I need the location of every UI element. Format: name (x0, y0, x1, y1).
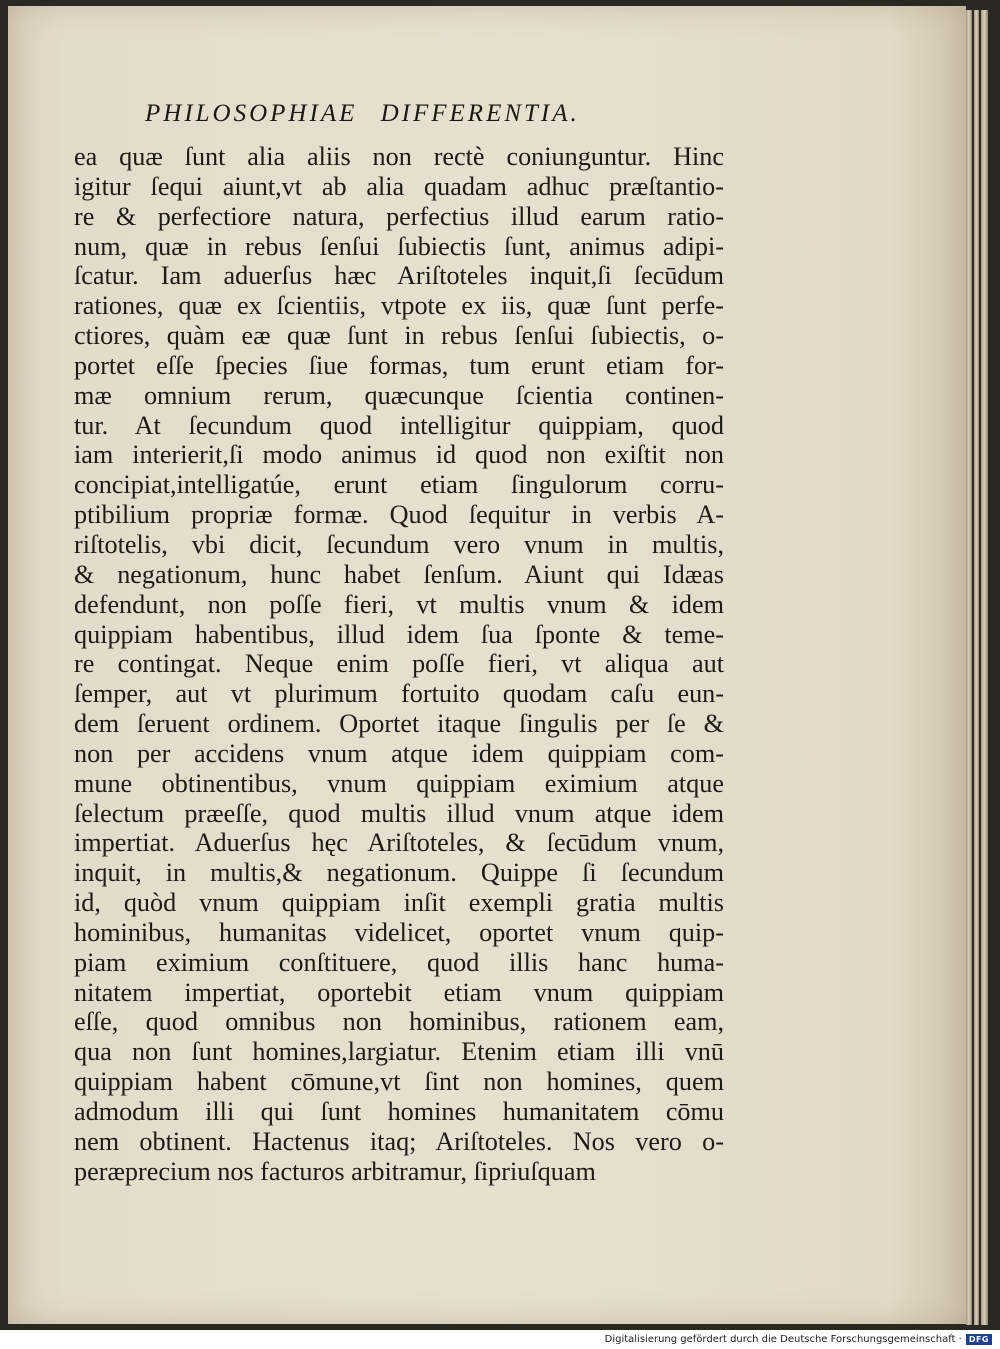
text-line: admodum illi qui ſunt homines humanitatem cōmu (74, 1097, 724, 1126)
text-line: ſelectum præeſſe, quod multis illud vnum atque idem (74, 798, 724, 828)
text-line: non per accidens vnum atque idem quippiam com- (74, 738, 724, 768)
text-line: defendunt, non poſſe fieri, vt multis vnum & idem (74, 589, 724, 619)
text-line: piam eximium conſtituere, quod illis hanc huma- (74, 947, 724, 977)
text-line: rationes, quæ ex ſcientiis, vtpote ex iis, quæ ſunt perfe- (74, 291, 724, 321)
page-edge (974, 10, 979, 1325)
text-line: riſtotelis, vbi dicit, ſecundum vero vnum in multis, (74, 529, 724, 559)
text-line: re & perfectiore natura, perfectius illud earum ratio- (74, 201, 724, 231)
running-head: PHILOSOPHIAE DIFFERENTIA. (145, 100, 580, 127)
page-edge (966, 10, 972, 1325)
text-line: num, quæ in rebus ſenſui ſubiectis ſunt, animus adipi- (74, 231, 724, 261)
text-line: & negationum, hunc habet ſenſum. Aiunt qui Idæas (74, 559, 724, 589)
text-line: quippiam habent cōmune,vt ſint non homines, quem (74, 1067, 724, 1097)
footer-text: Digitalisierung gefördert durch die Deutsche Forschungsgemeinschaft · (604, 1334, 962, 1345)
text-line: peræprecium nos facturos arbitramur, ſipriuſquam (74, 1156, 596, 1186)
text-line: id, quòd vnum quippiam inſit exempli gratia multis (74, 888, 724, 918)
text-line: qua non ſunt homines,largiatur. Etenim etiam illi vnū (74, 1037, 724, 1067)
text-line: mune obtinentibus, vnum quippiam eximium atque (74, 768, 724, 798)
page-edge (981, 10, 988, 1325)
text-line: ſemper, aut vt plurimum fortuito quodam caſu eun- (74, 679, 724, 709)
text-line: mæ omnium rerum, quæcunque ſcientia continen- (74, 380, 724, 410)
text-line: igitur ſequi aiunt,vt ab alia quadam adhuc præſtantio- (74, 171, 724, 201)
text-line: re contingat. Neque enim poſſe fieri, vt aliqua aut (74, 649, 724, 679)
text-line: impertiat. Aduerſus hęc Ariſtoteles, & ſecūdum vnum, (74, 828, 724, 858)
text-line: ea quæ ſunt alia aliis non rectè coniunguntur. Hinc (74, 142, 724, 171)
text-line: ptibilium propriæ formæ. Quod ſequitur in verbis A- (74, 500, 724, 530)
text-line: ſcatur. Iam aduerſus hæc Ariſtoteles inquit,ſi ſecūdum (74, 261, 724, 291)
text-line: inquit, in multis,& negationum. Quippe ſi ſecundum (74, 858, 724, 888)
text-line: eſſe, quod omnibus non hominibus, rationem eam, (74, 1007, 724, 1037)
text-line: nem obtinent. Hactenus itaq; Ariſtoteles. Nos vero o- (74, 1126, 724, 1156)
text-line: iam interierit,ſi modo animus id quod non exiſtit non (74, 440, 724, 470)
text-line: hominibus, humanitas videlicet, oportet vnum quip- (74, 917, 724, 947)
text-line: quippiam habentibus, illud idem ſua ſponte & teme- (74, 619, 724, 649)
text-line: concipiat,intelligatúe, erunt etiam ſingulorum corru- (74, 470, 724, 500)
text-line: dem ſeruent ordinem. Oportet itaque ſingulis per ſe & (74, 709, 724, 739)
body-text (74, 142, 724, 1187)
text-line: nitatem impertiat, oportebit etiam vnum quippiam (74, 977, 724, 1007)
text-line: tur. At ſecundum quod intelligitur quippiam, quod (74, 410, 724, 440)
text-line: ctiores, quàm eæ quæ ſunt in rebus ſenſui ſubiectis, o- (74, 321, 724, 351)
footer-credit (605, 1334, 992, 1345)
text-line: portet eſſe ſpecies ſiue formas, tum erunt etiam for- (74, 350, 724, 380)
dfg-logo: DFG (966, 1334, 992, 1345)
